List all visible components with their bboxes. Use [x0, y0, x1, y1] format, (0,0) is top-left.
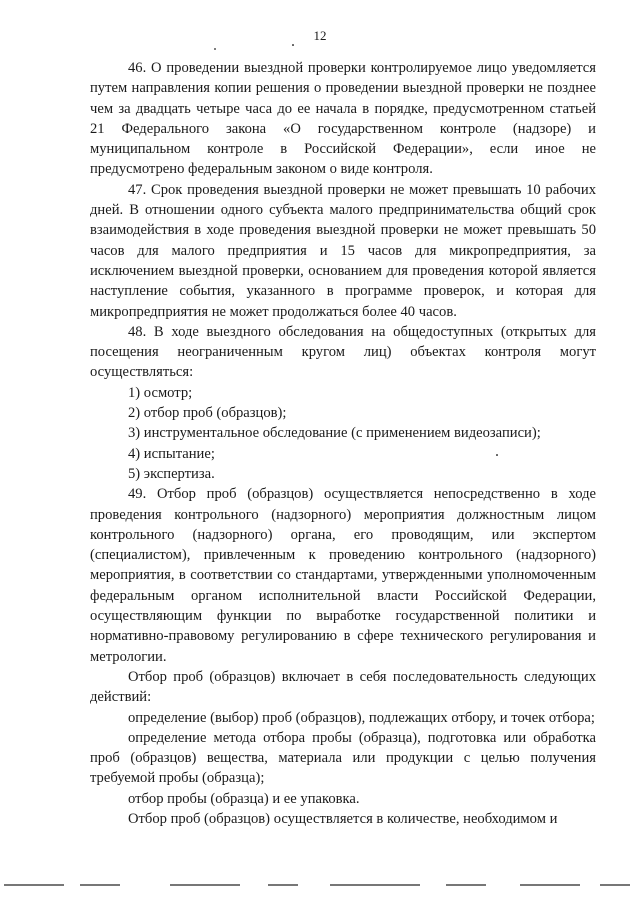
paragraph-46: 46. О проведении выездной проверки контролируемое лицо уведомляется путем направления копии решения о проведении выездной проверки не позднее чем за двадцать четыре часа до ее начала в порядке, предусмотренном статьей 21 Федерального закона «О государственном контроле (надзоре) и муниципальном контроле в Российской Федерации», если иное не предусмотрено федеральным законом о виде контроля. [90, 60, 596, 178]
scan-speck [292, 44, 294, 46]
paragraph-48: 48. В ходе выездного обследования на общедоступных (открытых для посещения неограниченным кругом лиц) объектах контроля могут осуществляться: [90, 323, 596, 381]
paragraph-49-step: определение (выбор) проб (образцов), подлежащих отбору, и точек отбора; [128, 709, 595, 726]
paragraph-49-step: отбор пробы (образца) и ее упаковка. [128, 790, 360, 807]
paragraph-49: 49. Отбор проб (образцов) осуществляется непосредственно в ходе проведения контрольного (надзорного) мероприятия должностным лицом контрольного (надзорного) органа, его проводящим, или экспертом (специалистом), привлеченным к проведению контрольного (надзорного) мероприятия, в соответствии со стандартами, утвержденными уполномоченным федеральным органом исполнительной власти Российской Федерации, осуществляющим функции по выработке государственной политики и нормативно-правовому регулированию в сфере технического регулирования и метрологии. [90, 486, 596, 665]
paragraph-47: 47. Срок проведения выездной проверки не может превышать 10 рабочих дней. В отношении одного субъекта малого предпринимательства общий срок взаимодействия в ходе проведения выездной проверки не может превышать 50 часов для малого предприятия и 15 часов для микропредприятия, за исключением выездной проверки, основанием для проведения которой является наступление события, указанного в программе проверок, и которая для микропредприятия не может продолжаться более 40 часов. [90, 181, 596, 320]
document-body [90, 58, 596, 829]
list-item: 2) отбор проб (образцов); [128, 405, 287, 422]
list-item: 4) испытание; [128, 445, 215, 462]
scan-speck [214, 48, 216, 50]
paragraph-49-actions: Отбор проб (образцов) включает в себя последовательность следующих действий: [90, 668, 596, 706]
list-item: 5) экспертиза. [128, 465, 215, 482]
scan-bottom-edge [0, 884, 640, 888]
paragraph-49-step: определение метода отбора пробы (образца), подготовка или обработка проб (образцов) вещества, материала или продукции с целью получения требуемой пробы (образца); [90, 729, 596, 787]
page-number: 12 [313, 28, 327, 43]
list-item: 3) инструментальное обследование (с применением видеозаписи); [128, 425, 541, 442]
list-item: 1) осмотр; [128, 384, 193, 401]
paragraph-49-quantity: Отбор проб (образцов) осуществляется в количестве, необходимом и [128, 810, 558, 827]
